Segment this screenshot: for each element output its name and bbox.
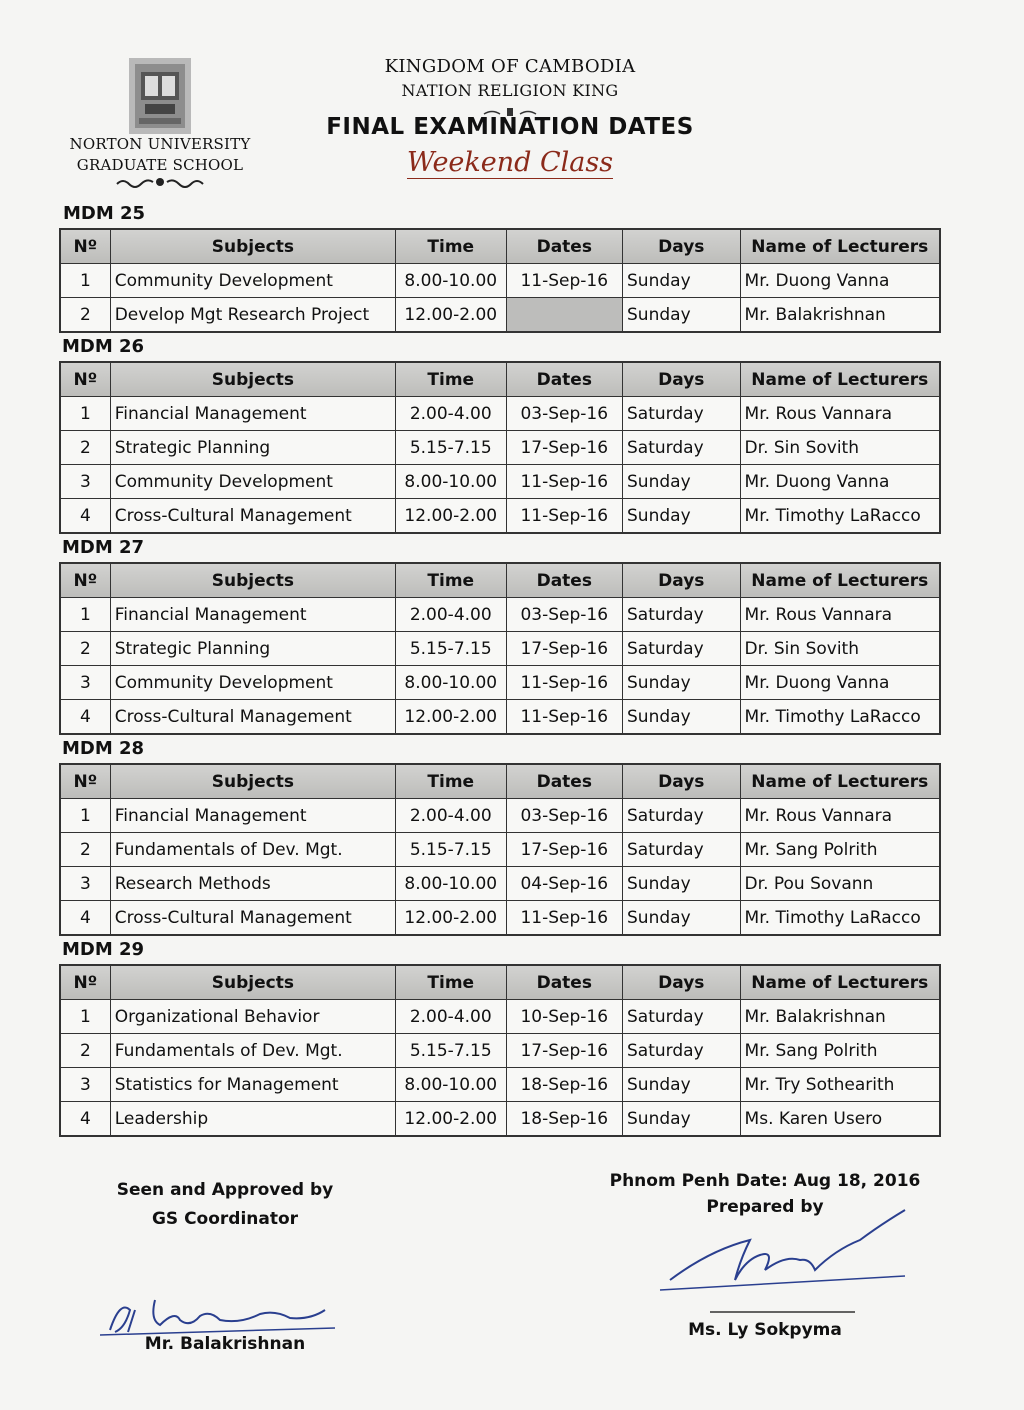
column-header: Time [396,563,507,598]
cell-lecturer: Mr. Sang Polrith [740,833,940,867]
table-header-row [60,229,940,264]
cell-time: 2.00-4.00 [396,397,507,431]
cell-subject: Cross-Cultural Management [110,499,395,534]
table-header-row [60,965,940,1000]
cell-lecturer: Mr. Balakrishnan [740,1000,940,1034]
cell-lecturer: Ms. Karen Usero [740,1102,940,1137]
cell-time: 8.00-10.00 [396,264,507,298]
cell-subject: Community Development [110,264,395,298]
table-row [60,833,940,867]
group-label: MDM 27 [62,537,145,558]
cell-no: 2 [60,1034,110,1068]
column-header: Days [623,764,741,799]
cell-day: Sunday [623,901,741,936]
column-header: Nº [60,563,110,598]
place-date: Phnom Penh Date: Aug 18, 2016 [609,1171,921,1191]
cell-lecturer: Mr. Timothy LaRacco [740,901,940,936]
cell-no: 1 [60,1000,110,1034]
table-row [60,666,940,700]
cell-date: 03-Sep-16 [506,799,623,833]
cell-day: Saturday [623,431,741,465]
cell-subject: Leadership [110,1102,395,1137]
cell-lecturer: Dr. Pou Sovann [740,867,940,901]
column-header: Time [396,965,507,1000]
country-title: KINGDOM OF CAMBODIA [384,56,636,77]
cell-lecturer: Mr. Timothy LaRacco [740,499,940,534]
cell-day: Saturday [623,632,741,666]
table-header-row [60,764,940,799]
table-row [60,1102,940,1137]
cell-no: 3 [60,666,110,700]
cell-time: 12.00-2.00 [396,901,507,936]
cell-date: 11-Sep-16 [506,264,623,298]
column-header: Dates [506,965,623,1000]
cell-day: Saturday [623,799,741,833]
table-row [60,465,940,499]
column-header: Name of Lecturers [740,229,940,264]
cell-time: 12.00-2.00 [396,499,507,534]
cell-no: 3 [60,1068,110,1102]
cell-time: 2.00-4.00 [396,598,507,632]
column-header: Dates [506,229,623,264]
cell-time: 5.15-7.15 [396,632,507,666]
group-label: MDM 26 [62,336,145,357]
column-header: Dates [506,563,623,598]
table-row [60,431,940,465]
cell-no: 2 [60,298,110,333]
table-row [60,264,940,298]
prepared-by-label: Prepared by [706,1197,824,1217]
cell-time: 8.00-10.00 [396,1068,507,1102]
approval-block [90,1176,360,1234]
cell-subject: Develop Mgt Research Project [110,298,395,333]
cell-date: 11-Sep-16 [506,666,623,700]
cell-subject: Financial Management [110,598,395,632]
column-header: Name of Lecturers [740,362,940,397]
cell-subject: Statistics for Management [110,1068,395,1102]
cell-date: 11-Sep-16 [506,700,623,735]
ornament-divider [300,102,720,112]
table-row [60,397,940,431]
approver-name: Mr. Balakrishnan [144,1334,306,1354]
column-header: Name of Lecturers [740,764,940,799]
column-header: Name of Lecturers [740,965,940,1000]
table-header-row [60,362,940,397]
column-header: Subjects [110,563,395,598]
cell-time: 8.00-10.00 [396,465,507,499]
cell-no: 4 [60,700,110,735]
cell-lecturer: Mr. Duong Vanna [740,666,940,700]
cell-lecturer: Mr. Rous Vannara [740,799,940,833]
university-name: NORTON UNIVERSITY [69,135,251,153]
column-header: Days [623,362,741,397]
cell-subject: Community Development [110,666,395,700]
cell-date: 11-Sep-16 [506,499,623,534]
cell-day: Saturday [623,833,741,867]
column-header: Subjects [110,764,395,799]
column-header: Subjects [110,229,395,264]
table-row [60,632,940,666]
cell-time: 5.15-7.15 [396,833,507,867]
cell-date: 04-Sep-16 [506,867,623,901]
exam-schedule [59,200,941,1137]
cell-day: Sunday [623,666,741,700]
cell-day: Saturday [623,1000,741,1034]
cell-day: Sunday [623,1102,741,1137]
cell-day: Sunday [623,264,741,298]
column-header: Time [396,229,507,264]
national-motto: NATION RELIGION KING [401,81,619,100]
cell-day: Sunday [623,499,741,534]
column-header: Subjects [110,965,395,1000]
cell-subject: Research Methods [110,867,395,901]
cell-date: 03-Sep-16 [506,598,623,632]
schedule-table [59,763,941,936]
column-header: Nº [60,229,110,264]
cell-no: 1 [60,799,110,833]
table-row [60,1068,940,1102]
cell-time: 2.00-4.00 [396,1000,507,1034]
table-row [60,1000,940,1034]
column-header: Dates [506,362,623,397]
group-label: MDM 29 [62,939,145,960]
cell-time: 2.00-4.00 [396,799,507,833]
table-header-row [60,563,940,598]
column-header: Time [396,362,507,397]
cell-no: 2 [60,632,110,666]
cell-time: 8.00-10.00 [396,666,507,700]
cell-time: 5.15-7.15 [396,1034,507,1068]
cell-no: 4 [60,1102,110,1137]
table-row [60,799,940,833]
cell-no: 2 [60,833,110,867]
table-row [60,867,940,901]
cell-time: 12.00-2.00 [396,298,507,333]
cell-day: Sunday [623,298,741,333]
group-label: MDM 28 [62,738,145,759]
cell-lecturer: Mr. Duong Vanna [740,465,940,499]
cell-no: 1 [60,598,110,632]
cell-lecturer: Mr. Timothy LaRacco [740,700,940,735]
ornament-divider [60,176,260,191]
column-header: Days [623,229,741,264]
cell-subject: Community Development [110,465,395,499]
column-header: Nº [60,764,110,799]
schedule-table [59,228,941,333]
cell-date [506,298,623,333]
approval-line: Seen and Approved by [116,1180,334,1200]
university-block [60,58,260,191]
column-header: Days [623,563,741,598]
column-header: Name of Lecturers [740,563,940,598]
cell-date: 17-Sep-16 [506,833,623,867]
cell-time: 12.00-2.00 [396,700,507,735]
cell-day: Saturday [623,1034,741,1068]
cell-time: 12.00-2.00 [396,1102,507,1137]
cell-date: 18-Sep-16 [506,1068,623,1102]
table-row [60,901,940,936]
cell-lecturer: Dr. Sin Sovith [740,632,940,666]
cell-lecturer: Mr. Try Sothearith [740,1068,940,1102]
schedule-table [59,562,941,735]
cell-date: 10-Sep-16 [506,1000,623,1034]
table-row [60,1034,940,1068]
cell-subject: Financial Management [110,799,395,833]
cell-date: 03-Sep-16 [506,397,623,431]
table-row [60,499,940,534]
cell-date: 17-Sep-16 [506,632,623,666]
table-row [60,298,940,333]
cell-no: 1 [60,264,110,298]
cell-day: Saturday [623,397,741,431]
cell-date: 11-Sep-16 [506,901,623,936]
cell-subject: Cross-Cultural Management [110,901,395,936]
cell-date: 17-Sep-16 [506,1034,623,1068]
cell-time: 5.15-7.15 [396,431,507,465]
cell-day: Sunday [623,867,741,901]
column-header: Nº [60,362,110,397]
page-title: FINAL EXAMINATION DATES [326,114,694,140]
column-header: Time [396,764,507,799]
column-header: Days [623,965,741,1000]
cell-no: 2 [60,431,110,465]
cell-lecturer: Dr. Sin Sovith [740,431,940,465]
cell-lecturer: Mr. Rous Vannara [740,397,940,431]
schedule-table [59,964,941,1137]
column-header: Dates [506,764,623,799]
university-logo [127,58,193,134]
cell-date: 18-Sep-16 [506,1102,623,1137]
table-row [60,598,940,632]
cell-no: 4 [60,499,110,534]
cell-date: 11-Sep-16 [506,465,623,499]
group-label: MDM 25 [63,203,146,224]
cell-lecturer: Mr. Sang Polrith [740,1034,940,1068]
cell-date: 17-Sep-16 [506,431,623,465]
document-header [300,54,720,179]
column-header: Nº [60,965,110,1000]
cell-lecturer: Mr. Duong Vanna [740,264,940,298]
cell-time: 8.00-10.00 [396,867,507,901]
cell-no: 1 [60,397,110,431]
approval-role: GS Coordinator [151,1209,299,1229]
cell-subject: Strategic Planning [110,431,395,465]
preparer-signature [650,1200,950,1320]
cell-day: Sunday [623,465,741,499]
cell-subject: Organizational Behavior [110,1000,395,1034]
cell-subject: Strategic Planning [110,632,395,666]
cell-no: 4 [60,901,110,936]
cell-subject: Financial Management [110,397,395,431]
preparer-name: Ms. Ly Sokpyma [688,1320,842,1340]
table-row [60,700,940,735]
cell-no: 3 [60,867,110,901]
page-subtitle: Weekend Class [406,147,614,178]
column-header: Subjects [110,362,395,397]
school-name: GRADUATE SCHOOL [76,156,244,174]
cell-lecturer: Mr. Rous Vannara [740,598,940,632]
cell-no: 3 [60,465,110,499]
cell-day: Sunday [623,700,741,735]
cell-subject: Cross-Cultural Management [110,700,395,735]
cell-day: Sunday [623,1068,741,1102]
cell-subject: Fundamentals of Dev. Mgt. [110,833,395,867]
cell-subject: Fundamentals of Dev. Mgt. [110,1034,395,1068]
cell-lecturer: Mr. Balakrishnan [740,298,940,333]
schedule-table [59,361,941,534]
cell-day: Saturday [623,598,741,632]
